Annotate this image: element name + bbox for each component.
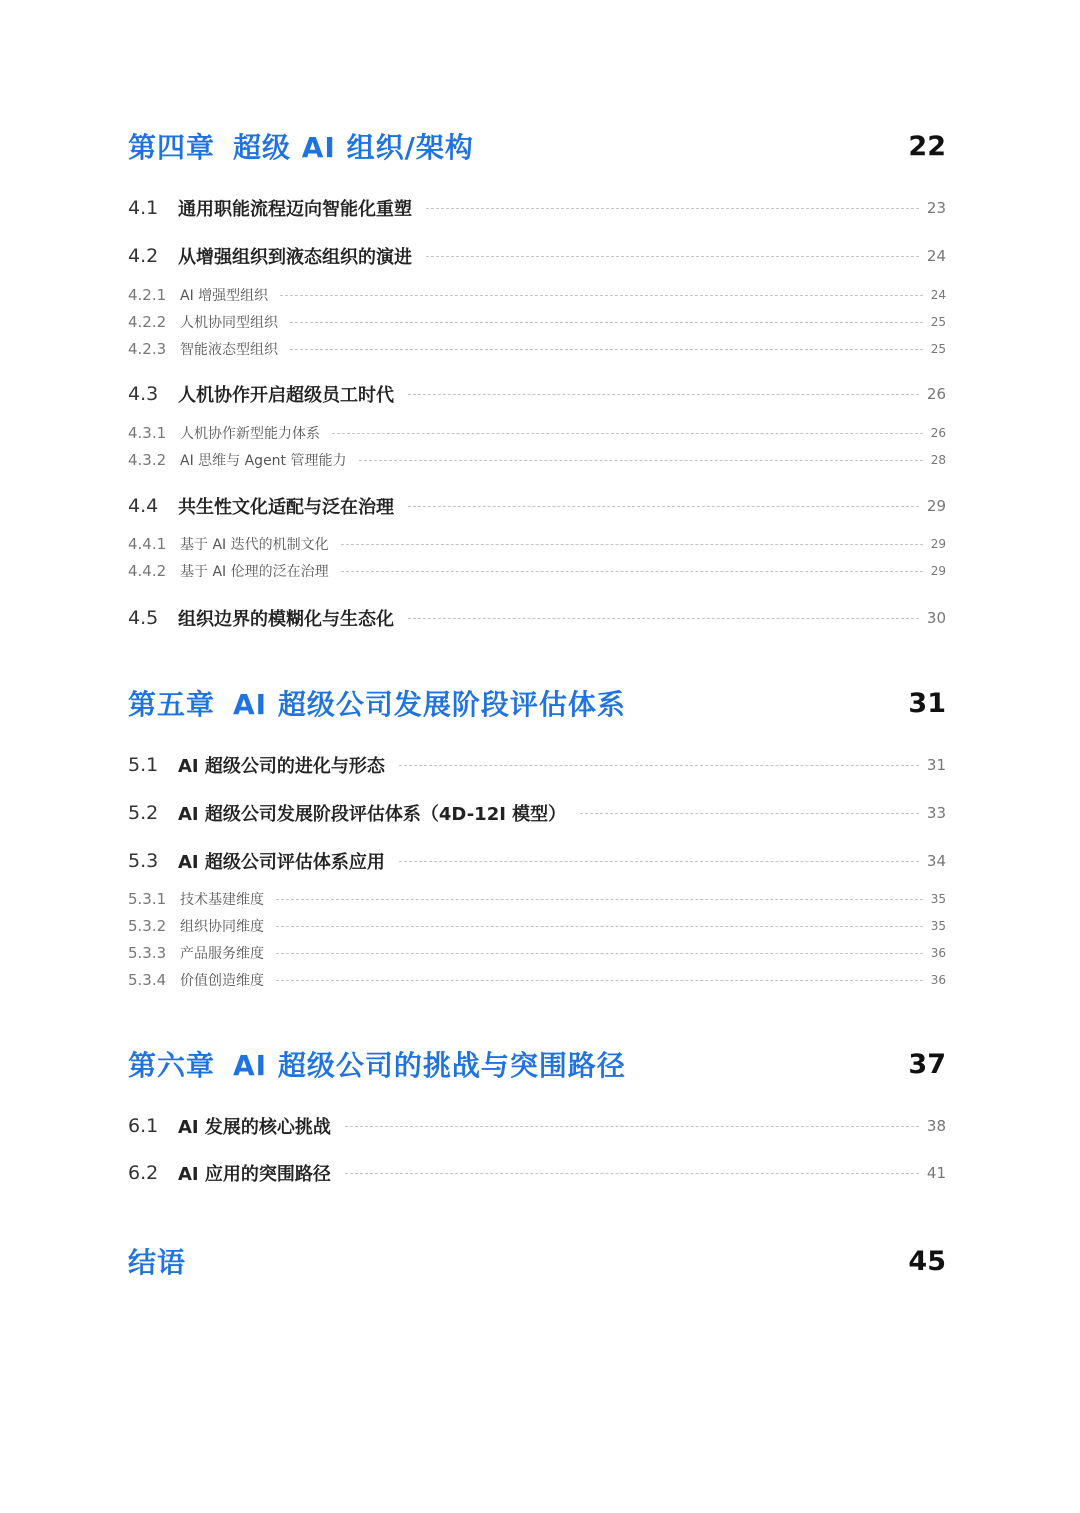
dotted-leader — [280, 295, 923, 296]
section-page-number: 31 — [926, 756, 946, 774]
chapter-6-heading[interactable] — [128, 1042, 946, 1086]
toc-entry-4-3-1[interactable] — [128, 422, 946, 444]
dotted-leader — [276, 926, 923, 927]
toc-entry-5-3[interactable] — [128, 846, 946, 876]
toc-entry-4-5[interactable] — [128, 603, 946, 633]
section-page-number: 41 — [926, 1164, 946, 1182]
subsection-page-number: 25 — [930, 342, 946, 356]
toc-entry-4-1[interactable] — [128, 193, 946, 223]
section-page-number: 38 — [926, 1117, 946, 1135]
section-number: 5.2 — [128, 802, 159, 824]
dotted-leader — [345, 1126, 919, 1127]
section-number: 4.5 — [128, 607, 159, 629]
section-title: AI 应用的突围路径 — [178, 1164, 331, 1185]
subsection-page-number: 28 — [930, 453, 946, 467]
subsection-number: 4.2.3 — [128, 340, 167, 358]
chapter-title: 超级 AI 组织/架构 — [233, 131, 474, 164]
dotted-leader — [345, 1173, 919, 1174]
dotted-leader — [290, 349, 923, 350]
subsection-title: 基于 AI 迭代的机制文化 — [180, 537, 329, 553]
chapter-title: AI 超级公司发展阶段评估体系 — [233, 688, 626, 721]
toc-entry-5-2[interactable] — [128, 798, 946, 828]
section-title: 人机协作开启超级员工时代 — [178, 385, 394, 406]
chapter-number: 第四章 — [128, 131, 216, 164]
subsection-page-number: 26 — [930, 426, 946, 440]
section-number: 4.4 — [128, 495, 159, 517]
section-page-number: 23 — [926, 199, 946, 217]
toc-entry-5-3-1[interactable] — [128, 888, 946, 910]
toc-entry-4-2-1[interactable] — [128, 284, 946, 306]
section-number: 4.1 — [128, 197, 159, 219]
subsection-page-number: 25 — [930, 315, 946, 329]
subsection-title: 组织协同维度 — [180, 919, 264, 935]
section-number: 6.2 — [128, 1162, 159, 1184]
dotted-leader — [276, 980, 923, 981]
toc-entry-4-4-1[interactable] — [128, 533, 946, 555]
chapter-number: 第六章 — [128, 1049, 216, 1082]
section-title: 共生性文化适配与泛在治理 — [178, 497, 394, 518]
subsection-number: 4.2.1 — [128, 286, 167, 304]
section-title: AI 超级公司发展阶段评估体系（4D-12I 模型） — [178, 804, 567, 825]
conclusion-heading[interactable] — [128, 1239, 946, 1283]
subsection-number: 4.2.2 — [128, 313, 167, 331]
toc-entry-4-4[interactable] — [128, 491, 946, 521]
section-title: 组织边界的模糊化与生态化 — [178, 609, 394, 630]
dotted-leader — [408, 506, 919, 507]
subsection-title: 人机协作新型能力体系 — [180, 426, 320, 442]
section-page-number: 26 — [926, 385, 946, 403]
subsection-title: AI 增强型组织 — [180, 288, 269, 304]
subsection-title: 产品服务维度 — [180, 946, 264, 962]
dotted-leader — [399, 765, 919, 766]
subsection-title: 人机协同型组织 — [180, 315, 278, 331]
subsection-number: 5.3.1 — [128, 890, 167, 908]
section-title: AI 发展的核心挑战 — [178, 1117, 331, 1138]
subsection-number: 4.3.2 — [128, 451, 167, 469]
chapter-5-heading[interactable] — [128, 681, 946, 725]
section-title: AI 超级公司评估体系应用 — [178, 852, 385, 873]
conclusion-page-number: 45 — [908, 1245, 946, 1277]
subsection-number: 5.3.3 — [128, 944, 167, 962]
subsection-page-number: 35 — [930, 892, 946, 906]
section-title: AI 超级公司的进化与形态 — [178, 756, 385, 777]
dotted-leader — [408, 394, 919, 395]
toc-entry-4-3[interactable] — [128, 379, 946, 409]
chapter-title: AI 超级公司的挑战与突围路径 — [233, 1049, 626, 1082]
dotted-leader — [276, 953, 923, 954]
subsection-title: 价值创造维度 — [180, 973, 264, 989]
chapter-page-number: 31 — [908, 687, 946, 719]
section-number: 4.3 — [128, 383, 159, 405]
section-page-number: 30 — [926, 609, 946, 627]
dotted-leader — [426, 256, 919, 257]
section-number: 4.2 — [128, 245, 159, 267]
subsection-page-number: 35 — [930, 919, 946, 933]
section-number: 6.1 — [128, 1115, 159, 1137]
toc-entry-4-4-2[interactable] — [128, 560, 946, 582]
dotted-leader — [399, 861, 919, 862]
toc-entry-5-3-2[interactable] — [128, 915, 946, 937]
subsection-page-number: 29 — [930, 537, 946, 551]
dotted-leader — [580, 813, 919, 814]
subsection-number: 4.3.1 — [128, 424, 167, 442]
toc-entry-4-2-2[interactable] — [128, 311, 946, 333]
toc-entry-6-2[interactable] — [128, 1158, 946, 1188]
dotted-leader — [332, 433, 923, 434]
subsection-page-number: 24 — [930, 288, 946, 302]
toc-entry-6-1[interactable] — [128, 1111, 946, 1141]
subsection-number: 4.4.1 — [128, 535, 167, 553]
chapter-4-heading[interactable] — [128, 124, 946, 168]
dotted-leader — [359, 460, 923, 461]
toc-entry-4-2-3[interactable] — [128, 338, 946, 360]
section-page-number: 29 — [926, 497, 946, 515]
subsection-title: 智能液态型组织 — [180, 342, 278, 358]
dotted-leader — [341, 571, 923, 572]
toc-entry-4-3-2[interactable] — [128, 449, 946, 471]
toc-entry-4-2[interactable] — [128, 241, 946, 271]
section-title: 从增强组织到液态组织的演进 — [178, 247, 412, 268]
chapter-page-number: 22 — [908, 130, 946, 162]
toc-entry-5-3-3[interactable] — [128, 942, 946, 964]
conclusion-title: 结语 — [128, 1246, 187, 1279]
dotted-leader — [276, 899, 923, 900]
section-number: 5.3 — [128, 850, 159, 872]
subsection-title: AI 思维与 Agent 管理能力 — [180, 453, 347, 469]
subsection-number: 4.4.2 — [128, 562, 167, 580]
dotted-leader — [290, 322, 923, 323]
dotted-leader — [341, 544, 923, 545]
toc-entry-5-3-4[interactable] — [128, 969, 946, 991]
section-page-number: 33 — [926, 804, 946, 822]
chapter-page-number: 37 — [908, 1048, 946, 1080]
chapter-number: 第五章 — [128, 688, 216, 721]
section-page-number: 24 — [926, 247, 946, 265]
dotted-leader — [426, 208, 919, 209]
subsection-number: 5.3.2 — [128, 917, 167, 935]
subsection-title: 基于 AI 伦理的泛在治理 — [180, 564, 329, 580]
dotted-leader — [408, 618, 919, 619]
section-page-number: 34 — [926, 852, 946, 870]
subsection-page-number: 36 — [930, 973, 946, 987]
subsection-title: 技术基建维度 — [180, 892, 264, 908]
section-title: 通用职能流程迈向智能化重塑 — [178, 199, 412, 220]
subsection-number: 5.3.4 — [128, 971, 167, 989]
section-number: 5.1 — [128, 754, 159, 776]
subsection-page-number: 29 — [930, 564, 946, 578]
toc-entry-5-1[interactable] — [128, 750, 946, 780]
subsection-page-number: 36 — [930, 946, 946, 960]
